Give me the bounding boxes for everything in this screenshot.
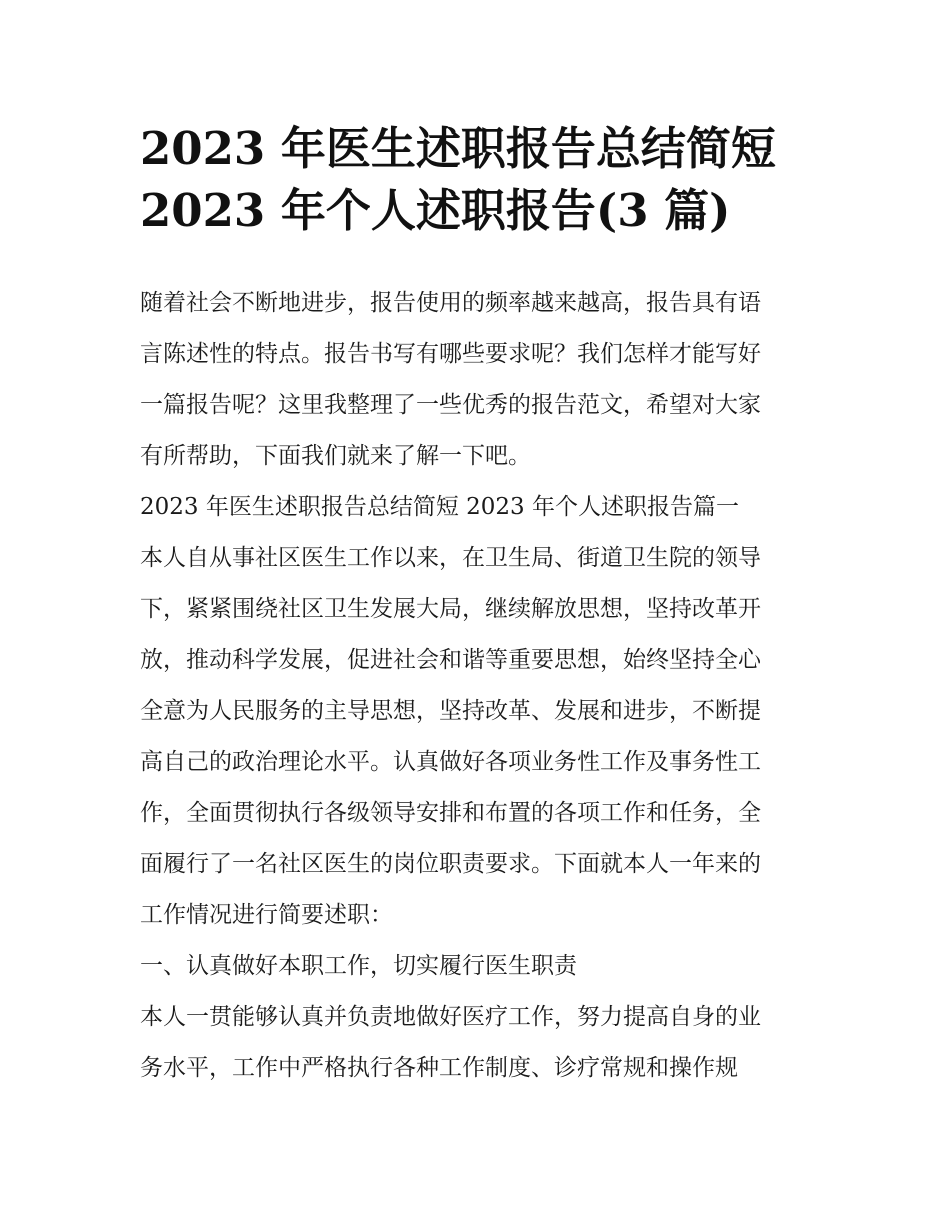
body-line: 一篇报告呢？这里我整理了一些优秀的报告范文，希望对大家 <box>140 392 761 418</box>
section-heading: 2023 年医生述职报告总结简短 2023 年个人述职报告篇一 <box>140 494 739 520</box>
document-body <box>140 278 830 1094</box>
body-line: 本人一贯能够认真并负责地做好医疗工作，努力提高自身的业 <box>140 1004 761 1030</box>
body-line: 面履行了一名社区医生的岗位职责要求。下面就本人一年来的 <box>140 851 761 877</box>
body-line: 工作情况进行简要述职： <box>140 902 393 928</box>
body-line: 高自己的政治理论水平。认真做好各项业务性工作及事务性工 <box>140 749 761 775</box>
title-line-1: 2023 年医生述职报告总结简短 <box>140 122 776 175</box>
body-line: 务水平，工作中严格执行各种工作制度、诊疗常规和操作规 <box>140 1055 738 1081</box>
body-line: 全意为人民服务的主导思想，坚持改革、发展和进步，不断提 <box>140 698 761 724</box>
body-line: 本人自从事社区医生工作以来，在卫生局、街道卫生院的领导 <box>140 545 761 571</box>
document-title <box>140 118 820 242</box>
body-line: 言陈述性的特点。报告书写有哪些要求呢？我们怎样才能写好 <box>140 341 761 367</box>
body-line: 下，紧紧围绕社区卫生发展大局，继续解放思想，坚持改革开 <box>140 596 761 622</box>
body-line: 放，推动科学发展，促进社会和谐等重要思想，始终坚持全心 <box>140 647 761 673</box>
body-line: 有所帮助，下面我们就来了解一下吧。 <box>140 443 531 469</box>
title-line-2: 2023 年个人述职报告(3 篇) <box>140 184 731 237</box>
subsection-heading: 一、认真做好本职工作，切实履行医生职责 <box>140 953 577 979</box>
body-line: 作，全面贯彻执行各级领导安排和布置的各项工作和任务，全 <box>140 800 761 826</box>
body-line: 随着社会不断地进步，报告使用的频率越来越高，报告具有语 <box>140 290 761 316</box>
